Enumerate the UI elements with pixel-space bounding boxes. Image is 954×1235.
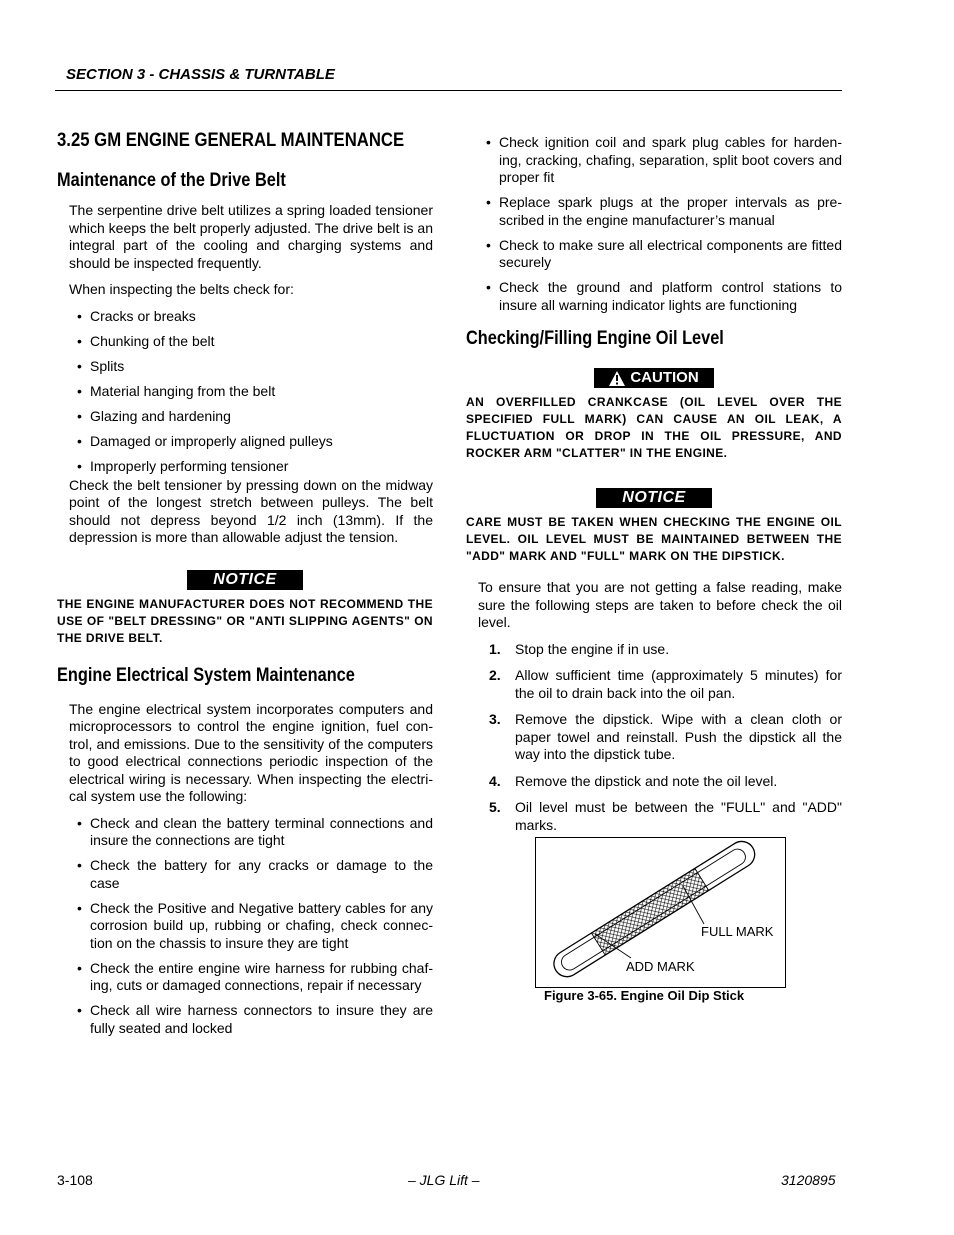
list-item: • Improperly performing tensioner bbox=[57, 458, 433, 476]
oil-caution-text: AN OVERFILLED CRANKCASE (OIL LEVEL OVER THE SPECIFIED FULL MARK) CAN CAUSE AN OIL LEAK, A FLUCTUATION OR DROP IN THE OIL PRESSURE, AND ROCKER ARM "CLATTER" IN THE ENGINE. bbox=[466, 395, 842, 460]
electrical-heading: Engine Electrical System Maintenance bbox=[57, 664, 355, 686]
full-mark-label: FULL MARK bbox=[701, 924, 774, 939]
list-item: • Replace spark plugs at the proper intervals as pre-scribed in the engine manufacturer’s manual bbox=[466, 194, 842, 229]
right-column bbox=[466, 134, 842, 843]
electrical-intro: The engine electrical system incorporates computers and microprocessors to control the engine ignition, fuel con-trol, and emissions. Due to the sensitivity of the computers to good electrical connections periodic inspection of the electrical wiring is necessary. When inspecting the electri-cal system use the following: bbox=[69, 700, 433, 804]
list-item: • Check the Positive and Negative battery cables for any corrosion build up, rubbing or chafing, check connec-tion on the chassis to insure they are tight bbox=[57, 900, 433, 953]
header-divider bbox=[55, 90, 842, 91]
section-header: SECTION 3 - CHASSIS & TURNTABLE bbox=[66, 66, 335, 83]
oil-heading: Checking/Filling Engine Oil Level bbox=[466, 328, 724, 349]
list-item: • Check all wire harness connectors to insure they are fully seated and locked bbox=[57, 1002, 433, 1037]
step-item: 2. Allow sufficient time (approximately 5 minutes) for the oil to drain back into the oil pan. bbox=[489, 667, 842, 701]
footer-brand: – JLG Lift – bbox=[408, 1172, 480, 1188]
list-item: • Chunking of the belt bbox=[57, 333, 433, 351]
page-number: 3-108 bbox=[57, 1172, 93, 1188]
notice-label: NOTICE bbox=[187, 570, 303, 590]
step-item: 3. Remove the dipstick. Wipe with a clean cloth or paper towel and reinstall. Push the dipstick all the way into the dipstick tube. bbox=[489, 711, 842, 762]
list-item: • Cracks or breaks bbox=[57, 308, 433, 326]
document-number: 3120895 bbox=[781, 1172, 836, 1188]
list-item: • Material hanging from the belt bbox=[57, 383, 433, 401]
electrical-check-list bbox=[57, 815, 433, 1038]
list-item: • Check and clean the battery terminal connections and insure the connections are tight bbox=[57, 815, 433, 850]
list-item: • Check to make sure all electrical components are fitted securely bbox=[466, 237, 842, 272]
oil-steps bbox=[466, 641, 842, 835]
step-item: 5. Oil level must be between the "FULL" and "ADD" marks. bbox=[489, 799, 842, 833]
list-item: • Splits bbox=[57, 358, 433, 376]
electrical-check-list-continued bbox=[466, 134, 842, 314]
add-mark-label: ADD MARK bbox=[626, 959, 695, 974]
caution-label bbox=[594, 368, 714, 388]
belt-notice-text: THE ENGINE MANUFACTURER DOES NOT RECOMMEND THE USE OF "BELT DRESSING" OR "ANTI SLIPPING AGENTS" ON THE DRIVE BELT. bbox=[57, 596, 433, 645]
list-item: • Glazing and hardening bbox=[57, 408, 433, 426]
belt-heading: Maintenance of the Drive Belt bbox=[57, 170, 286, 191]
belt-intro: The serpentine drive belt utilizes a spring loaded tensioner which keeps the belt properly adjusted. The drive belt is an integral part of the cooling and charging systems and should be inspected frequently. bbox=[69, 202, 433, 271]
page-title: 3.25 GM ENGINE GENERAL MAINTENANCE bbox=[57, 130, 405, 151]
left-column bbox=[57, 130, 433, 1045]
warning-triangle-icon bbox=[609, 371, 625, 386]
figure-caption: Figure 3-65. Engine Oil Dip Stick bbox=[544, 988, 745, 1003]
dipstick-figure bbox=[535, 837, 786, 988]
belt-check-intro: When inspecting the belts check for: bbox=[69, 281, 294, 297]
oil-intro: To ensure that you are not getting a false reading, make sure the following steps are taken to before check the oil level. bbox=[478, 579, 842, 630]
step-item: 4. Remove the dipstick and note the oil level. bbox=[489, 772, 778, 789]
list-item: • Check the entire engine wire harness for rubbing chaf-ing, cuts or damaged connections, repair if necessary bbox=[57, 960, 433, 995]
belt-tension-text: Check the belt tensioner by pressing down on the midway point of the longest stretch between pulleys. The belt should not depress beyond 1/2 inch (13mm). If the depression is more than allowable adjust the tension. bbox=[69, 476, 433, 545]
notice-label: NOTICE bbox=[596, 488, 712, 508]
caution-label-text: CAUTION bbox=[630, 369, 699, 386]
belt-check-list bbox=[57, 308, 433, 476]
list-item: • Check the battery for any cracks or damage to the case bbox=[57, 857, 433, 892]
step-item: 1. Stop the engine if in use. bbox=[489, 640, 670, 657]
list-item: • Check the ground and platform control stations to insure all warning indicator lights are functioning bbox=[466, 279, 842, 314]
oil-notice-text: CARE MUST BE TAKEN WHEN CHECKING THE ENGINE OIL LEVEL. OIL LEVEL MUST BE MAINTAINED BETWEEN THE "ADD" MARK AND "FULL" MARK ON THE DIPSTICK. bbox=[466, 515, 842, 563]
list-item: • Damaged or improperly aligned pulleys bbox=[57, 433, 433, 451]
list-item: • Check ignition coil and spark plug cables for harden-ing, cracking, chafing, separation, split boot covers and proper fit bbox=[466, 134, 842, 187]
dipstick-illustration bbox=[536, 838, 785, 987]
